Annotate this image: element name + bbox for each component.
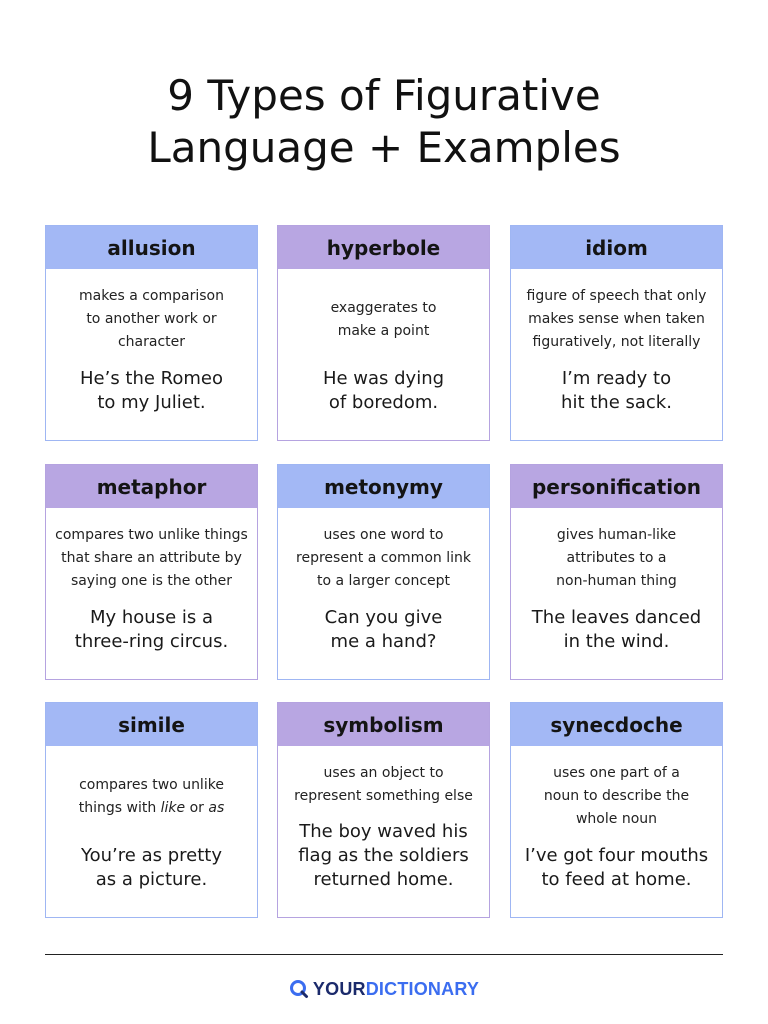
card-example: He was dying of boredom.	[322, 368, 445, 413]
card-term: idiom	[511, 226, 722, 269]
card-definition: compares two unlike things with like or as	[78, 777, 225, 816]
card-definition: uses an object to represent something else	[294, 765, 473, 804]
card-allusion	[45, 225, 258, 441]
card-simile	[45, 702, 258, 918]
card-term: metaphor	[46, 465, 257, 508]
card-term: metonymy	[278, 465, 489, 508]
card-personification	[510, 464, 723, 680]
card-definition: makes a comparison to another work or character	[79, 288, 224, 350]
brand-part-your: YOUR	[312, 978, 366, 999]
card-example: The leaves danced in the wind.	[531, 607, 702, 652]
title-line-2: Language + Examples	[147, 123, 621, 172]
card-metaphor	[45, 464, 258, 680]
card-definition: uses one part of a noun to describe the whole noun	[543, 765, 690, 827]
figurative-language-grid	[45, 225, 723, 919]
card-definition: exaggerates to make a point	[330, 300, 437, 339]
card-idiom	[510, 225, 723, 441]
card-term: personification	[511, 465, 722, 508]
card-term: allusion	[46, 226, 257, 269]
card-term: synecdoche	[511, 703, 722, 746]
brand-part-dictionary: DICTIONARY	[365, 978, 480, 999]
card-definition: uses one word to represent a common link to a larger concept	[296, 527, 471, 589]
card-example: He’s the Romeo to my Juliet.	[79, 368, 224, 413]
title-line-1: 9 Types of Figurative	[167, 71, 601, 120]
brand-logo[interactable]	[0, 976, 768, 1002]
card-example: My house is a three-ring circus.	[74, 607, 229, 652]
card-definition: gives human-like attributes to a non-human thing	[556, 527, 677, 589]
card-example: Can you give me a hand?	[324, 607, 443, 652]
card-term: hyperbole	[278, 226, 489, 269]
footer-divider	[45, 954, 723, 955]
card-definition: compares two unlike things that share an attribute by saying one is the other	[55, 527, 248, 589]
card-term: simile	[46, 703, 257, 746]
card-example: I’ve got four mouths to feed at home.	[524, 845, 709, 890]
card-synecdoche	[510, 702, 723, 918]
card-example: You’re as pretty as a picture.	[81, 845, 222, 890]
magnifier-q-icon	[289, 979, 309, 999]
card-metonymy	[277, 464, 490, 680]
page-title	[0, 70, 768, 174]
card-symbolism	[277, 702, 490, 918]
card-hyperbole	[277, 225, 490, 441]
card-definition: figure of speech that only makes sense when taken figuratively, not literally	[526, 288, 707, 350]
card-term: symbolism	[278, 703, 489, 746]
card-example: I’m ready to hit the sack.	[561, 368, 672, 413]
card-example: The boy waved his flag as the soldiers returned home.	[298, 821, 469, 890]
